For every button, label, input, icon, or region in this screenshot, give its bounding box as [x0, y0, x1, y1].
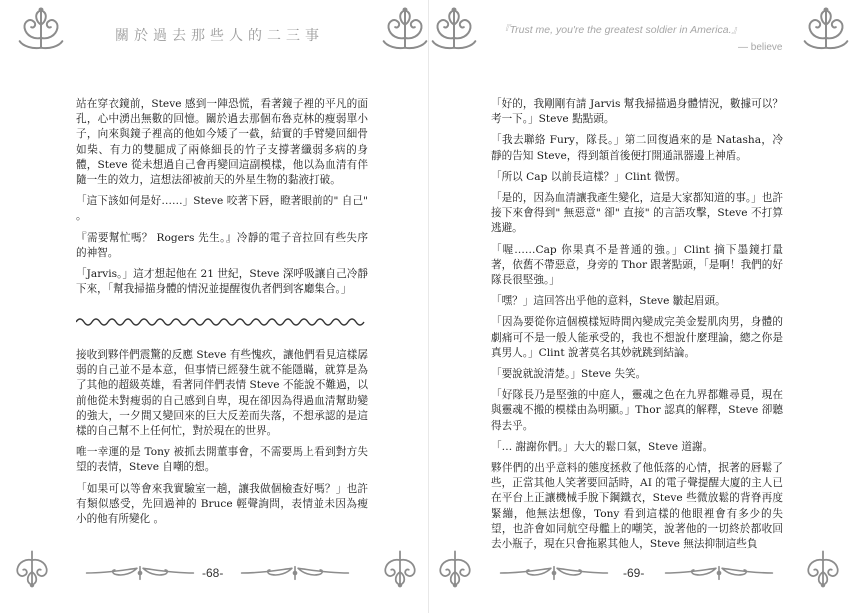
paragraph: 「Jarvis。」這才想起他在 21 世紀，Steve 深呼吸讓自己冷靜下來，「幫我掃描身體的情況並提醒復仇者們到客廳集合。」: [76, 268, 368, 296]
left-page: [0, 0, 428, 613]
paragraph: 「好隊長乃是堅強的中庭人，靈魂之色在九界都難尋覓，現在與靈魂不搬的模樣由為明顯。」Thor 認真的解釋，Steve 卻聽得去乎。: [491, 389, 783, 432]
paragraph: 接收到夥伴們震驚的反應 Steve 有些愧疚，讓他們看見這樣孱弱的自己並不是本意，但事情已經發生就不能隱瞞，就算是為了其他的超級英雄，看著同伴們表情 Steve 不能說不難過，以前他從未對瘦弱的自己感到自卑，現在卻因為得過血清幫助變的強大，一夕間又變回來的巨大反差而失落，不想承認的是這樣的自己幫不上任何忙，對於現在的世界。: [76, 349, 368, 438]
scroll-divider-icon: [85, 565, 195, 581]
right-page: [429, 0, 857, 613]
flourish-ornament-icon: [10, 548, 54, 590]
paragraph: 夥伴們的出乎意料的態度拯救了他低落的心情，抿著的唇鬆了些，正當其他人笑著要回話時，AI 的電子聲提醒大廈的主人已在平台上正讓機械手脫下鋼鐵衣，Steve 些微放鬆的背脊再度緊繃，他無法想像，Tony 看到這樣的他眼裡會有多少的失望，也許會如同航空母艦上的嘲笑，說著他的一切終於都收回去小瓶子，現在只會拖累其他人，Steve 無法抑制這些負: [491, 462, 783, 551]
paragraph: 「我去聯絡 Fury，隊長。」第二回復過來的是 Natasha，冷靜的告知 Steve，得到頷首後便打開通訊器邊上神盾。: [491, 134, 783, 162]
flourish-ornament-icon: [429, 5, 479, 51]
paragraph: 「所以 Cap 以前長這樣？」Clint 微愣。: [491, 170, 686, 183]
paragraph: 「是的，因為血清讓我產生變化，這是大家都知道的事。」也許接下來會得到" 無惡意" 卻" 直接" 的言語攻擊，Steve 不打算逃避。: [491, 192, 783, 235]
paragraph: 『需要幫忙嗎？ Rogers 先生。』冷靜的電子音拉回有些失序的神智。: [76, 231, 368, 259]
paragraph: 「嘿？」這回答出乎他的意料，Steve 皺起眉頭。: [491, 295, 726, 308]
page-header-title: 關於過去那些人的二三事: [115, 28, 324, 44]
flourish-ornament-icon: [801, 5, 851, 51]
scroll-divider-icon: [664, 565, 774, 581]
flourish-ornament-icon: [380, 5, 428, 51]
paragraph: 站在穿衣鏡前，Steve 感到一陣恐慌，看著鏡子裡的平凡的面孔，心中湧出無數的回憶。關於過去那個布魯克林的瘦弱單小子，向來與鏡子裡高的他如今矮了一截，結實的手臂變回細骨如柴、有力的雙腿成了兩條細長的竹子支撐著纖弱多病的身體，Steve 從未想過自己會再變回這副模樣，他以為血清有伴隨一生的效力，這想法卻被前天的外星生物的黏液打破。: [76, 98, 368, 187]
flourish-ornament-icon: [433, 548, 477, 590]
text-block-top: [76, 97, 368, 297]
paragraph: 「喔……Cap 你果真不是普通的強。」Clint 摘下墨鏡打量著，依舊不帶惡意，身旁的 Thor 跟著點頭，「是啊！我們的好隊長很堅強。」: [491, 243, 783, 287]
page-number: -68-: [202, 566, 224, 580]
text-block: [491, 97, 783, 552]
page-header-quote: 『Trust me, you're the greatest soldier in America.』: [499, 24, 743, 36]
flourish-ornament-icon: [801, 548, 845, 590]
paragraph: 唯一幸運的是 Tony 被抓去開董事會，不需要馬上看到對方失望的表情，Steve 自嘲的想。: [76, 446, 368, 474]
wavy-divider-icon: [76, 313, 368, 332]
paragraph: 「要說就說清楚。」Steve 失笑。: [491, 368, 647, 381]
paragraph: 「這下該如何是好……」Steve 咬著下唇，瞪著眼前的" 自己" 。: [76, 195, 368, 223]
text-block-bottom: [76, 348, 368, 527]
flourish-ornament-icon: [16, 5, 66, 51]
paragraph: 「因為要從你這個模樣短時間內變成完美金髮肌肉男，身體的劇痛可不是一般人能承受的，我也不想說什麼理論，總之你是真男人。」Clint 說著莫名其妙就跳到結論。: [491, 316, 783, 359]
page-header-attribution: — believe: [738, 42, 783, 53]
paragraph: 「好的，我剛剛有請 Jarvis 幫我掃描過身體情況，數據可以？考一下。」Steve 點點頭。: [491, 98, 783, 126]
flourish-ornament-icon: [378, 548, 422, 590]
page-number: -69-: [623, 566, 645, 580]
paragraph: 「如果可以等會來我實驗室一趟，讓我做個檢查好嗎？」也許有類似感受，先回過神的 Bruce 輕聲詢問，表情並未因為瘦小的他有所變化 。: [76, 482, 368, 526]
paragraph: 「… 謝謝你們。」大大的鬆口氣，Steve 道謝。: [491, 440, 714, 453]
scroll-divider-icon: [240, 565, 350, 581]
scroll-divider-icon: [499, 565, 609, 581]
